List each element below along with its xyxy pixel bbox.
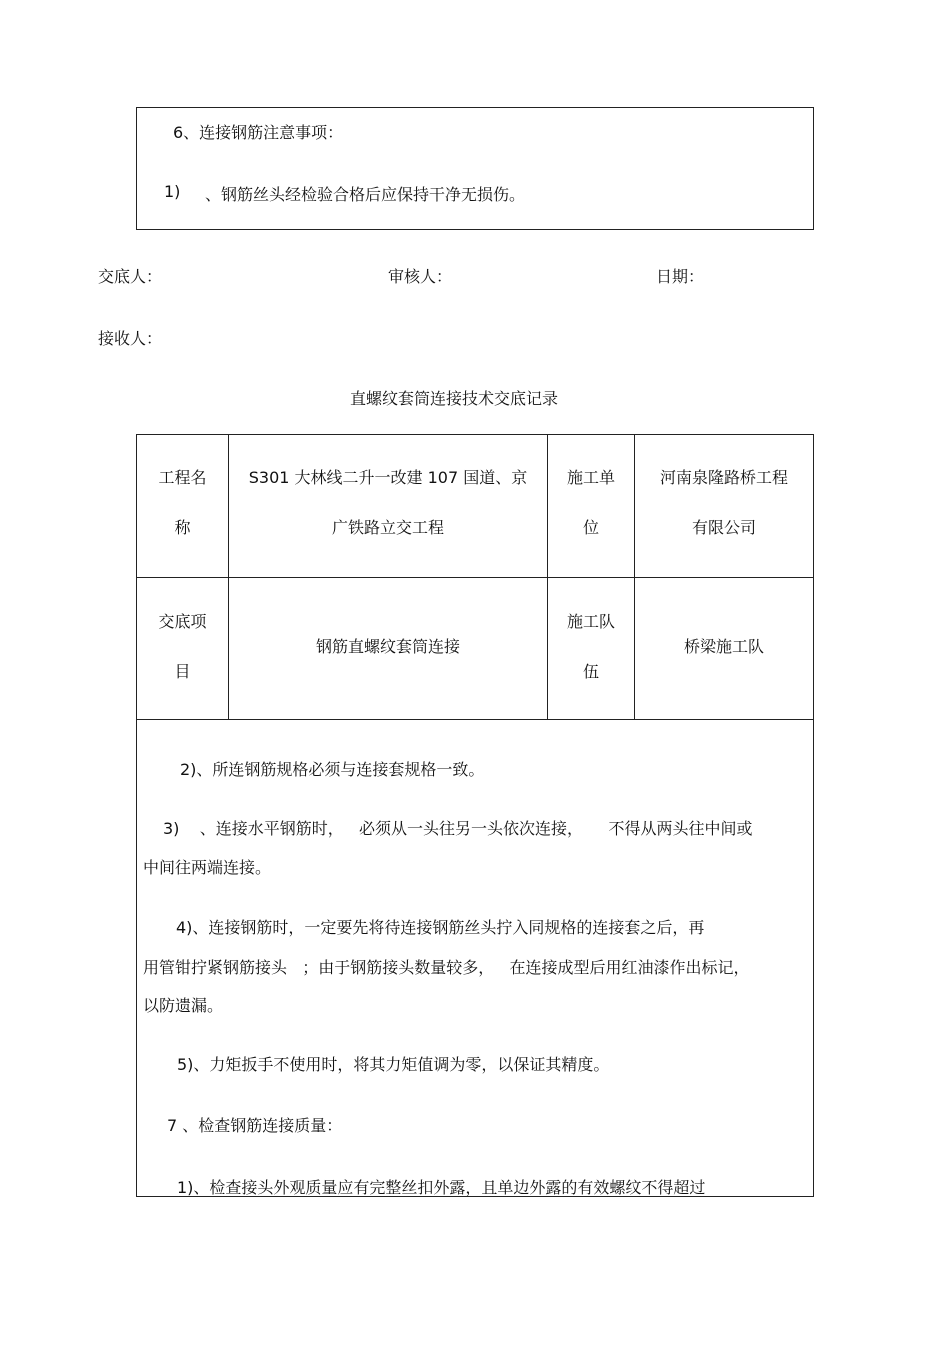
construction-unit-label	[548, 453, 634, 553]
construction-team-label-line1: 施工队	[566, 612, 615, 631]
table-row-divider	[136, 577, 814, 578]
receiver-label: 接收人：	[98, 329, 163, 348]
construction-unit-label-line1: 施工单	[566, 468, 615, 487]
construction-team-value: 桥梁施工队	[683, 637, 764, 656]
construction-unit-label-line2: 位	[582, 518, 599, 537]
presenter-label: 交底人：	[98, 267, 163, 286]
construction-team-label-line2: 伍	[582, 662, 599, 681]
document-title: 直螺纹套筒连接技术交底记录	[350, 389, 559, 408]
construction-unit-line1: 河南泉隆路桥工程	[659, 468, 788, 487]
briefing-item-label	[137, 597, 228, 697]
reviewer-label: 审核人：	[388, 267, 453, 286]
body-item-5: 5)、力矩扳手不使用时，将其力矩值调为零，以保证其精度。	[177, 1055, 610, 1074]
project-name-value	[229, 453, 547, 553]
briefing-item-value: 钢筋直螺纹套筒连接	[315, 637, 460, 656]
briefing-item-label-line2: 目	[174, 662, 191, 681]
table-row-divider	[136, 719, 814, 720]
date-label: 日期：	[656, 267, 705, 286]
construction-unit-line2: 有限公司	[691, 518, 756, 537]
project-name-label-line2: 称	[174, 518, 191, 537]
project-name-label	[137, 453, 228, 553]
construction-team-label	[548, 597, 634, 697]
briefing-item-label-line1: 交底项	[158, 612, 207, 631]
body-item-4-line3: 以防遗漏。	[143, 996, 224, 1015]
notes-heading: 6、连接钢筋注意事项：	[173, 123, 344, 142]
project-name-label-line1: 工程名	[158, 468, 207, 487]
body-item-4-line2: 用管钳拧紧钢筋接头 ；由于钢筋接头数量较多， 在连接成型后用红油漆作出标记，	[143, 958, 750, 977]
section-7-item-1: 1)、检查接头外观质量应有完整丝扣外露，且单边外露的有效螺纹不得超过	[177, 1178, 706, 1197]
body-item-4-line1: 4)、连接钢筋时，一定要先将待连接钢筋丝头拧入同规格的连接套之后，再	[176, 918, 705, 937]
construction-unit-value	[635, 453, 813, 553]
body-item-3-line2: 中间往两端连接。	[143, 858, 272, 877]
body-item-3-line1: 3) 、连接水平钢筋时， 必须从一头往另一头依次连接， 不得从两头往中间或	[163, 819, 753, 838]
project-name-line2: 广铁路立交工程	[331, 518, 444, 537]
section-7-heading: 7 、检查钢筋连接质量：	[167, 1116, 343, 1135]
body-item-2: 2)、所连钢筋规格必须与连接套规格一致。	[180, 760, 485, 779]
notes-item-text: 、钢筋丝头经检验合格后应保持干净无损伤。	[205, 185, 526, 204]
project-name-line1: S301 大林线二升一改建 107 国道、京	[248, 468, 528, 487]
notes-item-number: 1)	[164, 182, 181, 201]
